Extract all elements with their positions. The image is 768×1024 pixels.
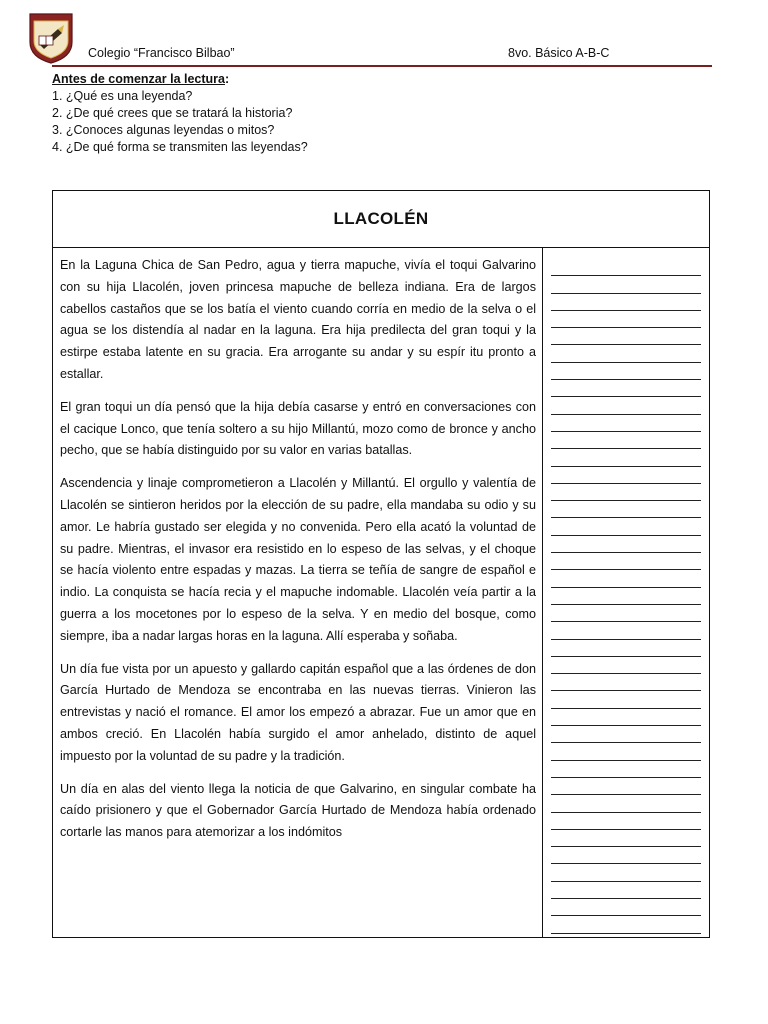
grade-label: 8vo. Básico A-B-C	[508, 46, 610, 60]
answer-line[interactable]	[551, 484, 701, 501]
answer-line[interactable]	[551, 605, 701, 622]
answer-line[interactable]	[551, 415, 701, 432]
answer-line[interactable]	[551, 847, 701, 864]
answer-line[interactable]	[551, 518, 701, 535]
answer-line[interactable]	[551, 363, 701, 380]
question-2: 2. ¿De qué crees que se tratará la historia?	[52, 106, 293, 120]
pre-reading-heading: Antes de comenzar la lectura:	[52, 72, 230, 86]
answer-line[interactable]	[551, 899, 701, 916]
answer-line[interactable]	[551, 916, 701, 933]
answer-line[interactable]	[551, 536, 701, 553]
reading-title-row	[53, 191, 709, 248]
answer-line[interactable]	[551, 501, 701, 518]
paragraph-5: Un día en alas del viento llega la noticia de que Galvarino, en singular combate ha caído prisionero y que el Gobernador García Hurtado de Mendoza había ordenado cortarle las manos para atemorizar a los indómitos	[60, 781, 536, 840]
reading-title: LLACOLÉN	[333, 209, 429, 228]
answer-line[interactable]	[551, 830, 701, 847]
answer-line[interactable]	[551, 588, 701, 605]
reading-text-column	[53, 247, 543, 937]
answer-line[interactable]	[551, 709, 701, 726]
answer-line[interactable]	[551, 276, 701, 293]
answer-line[interactable]	[551, 259, 701, 276]
question-4: 4. ¿De qué forma se transmiten las leyendas?	[52, 140, 308, 154]
paragraph-3: Ascendencia y linaje comprometieron a Llacolén y Millantú. El orgullo y valentía de Llacolén se sintieron heridos por la elección de su padre, ella mandaba su odio y su amor. Le habría gustado ser elegida y no convenida. Pero ella acató la voluntad de su padre. Mientras, el invasor era resistido en lo espeso de las selvas, y el choque se hacía violento entre espadas y mazas. La tierra se teñía de sangre de español e indio. La conquista se hacía recia y el mapuche indomable. Llacolén veía partir a la guerra a los mocetones por lo espeso de la selva. Y en medio del bosque, como siempre, iba a nadar largas horas en la laguna. Allí esperaba y soñaba.	[60, 476, 536, 643]
paragraph-4: Un día fue vista por un apuesto y gallardo capitán español que a las órdenes de don García Hurtado de Mendoza se encontraba en las nuevas tierras. Vinieron las entrevistas y nació el romance. El amor los empezó a abrazar. Fue un amor que en ambos creció. En Llacolén había surgido el amor anhelado, distinto de aquel impuesto por la voluntad de su padre y la tradición.	[60, 661, 536, 763]
answer-line[interactable]	[551, 380, 701, 397]
answer-line[interactable]	[551, 743, 701, 760]
header-divider	[52, 65, 712, 67]
answer-line[interactable]	[551, 778, 701, 795]
answer-line[interactable]	[551, 553, 701, 570]
answer-line[interactable]	[551, 449, 701, 466]
pre-reading-questions	[52, 71, 308, 156]
question-3: 3. ¿Conoces algunas leyendas o mitos?	[52, 123, 275, 137]
reading-table	[52, 190, 710, 938]
answer-line[interactable]	[551, 397, 701, 414]
answer-line[interactable]	[551, 691, 701, 708]
answer-line[interactable]	[551, 570, 701, 587]
school-crest-logo	[28, 12, 74, 64]
answer-line[interactable]	[551, 761, 701, 778]
paragraph-2: El gran toqui un día pensó que la hija debía casarse y entró en conversaciones con el cacique Lonco, que tenía soltero a su hijo Millantú, mozo como de bronce y ancho pecho, que se había distinguido por su valor en varias batallas.	[60, 399, 536, 458]
answer-line[interactable]	[551, 640, 701, 657]
school-name: Colegio “Francisco Bilbao”	[88, 46, 235, 60]
answer-line[interactable]	[551, 864, 701, 881]
answer-line[interactable]	[551, 726, 701, 743]
answer-line[interactable]	[551, 432, 701, 449]
answer-line[interactable]	[551, 294, 701, 311]
answer-line[interactable]	[551, 657, 701, 674]
answer-line[interactable]	[551, 882, 701, 899]
answer-line[interactable]	[551, 311, 701, 328]
answer-line[interactable]	[551, 345, 701, 362]
answer-line[interactable]	[551, 795, 701, 812]
answer-lines-column	[543, 247, 709, 937]
answer-line[interactable]	[551, 622, 701, 639]
answer-line[interactable]	[551, 813, 701, 830]
answer-line[interactable]	[551, 328, 701, 345]
answer-line[interactable]	[551, 674, 701, 691]
question-1: 1. ¿Qué es una leyenda?	[52, 89, 193, 103]
answer-line[interactable]	[551, 467, 701, 484]
paragraph-1: En la Laguna Chica de San Pedro, agua y tierra mapuche, vivía el toqui Galvarino con su hija Llacolén, joven princesa mapuche de belleza indiana. Era de largos cabellos castaños que se los batía el viento cuando corría en medio de la selva o el agua se los distendía al nadar en la laguna. Era hija predilecta del gran toqui y la estirpe estaba latente en su gracia. Era arrogante su andar y su espír itu pronto a estallar.	[60, 258, 536, 381]
